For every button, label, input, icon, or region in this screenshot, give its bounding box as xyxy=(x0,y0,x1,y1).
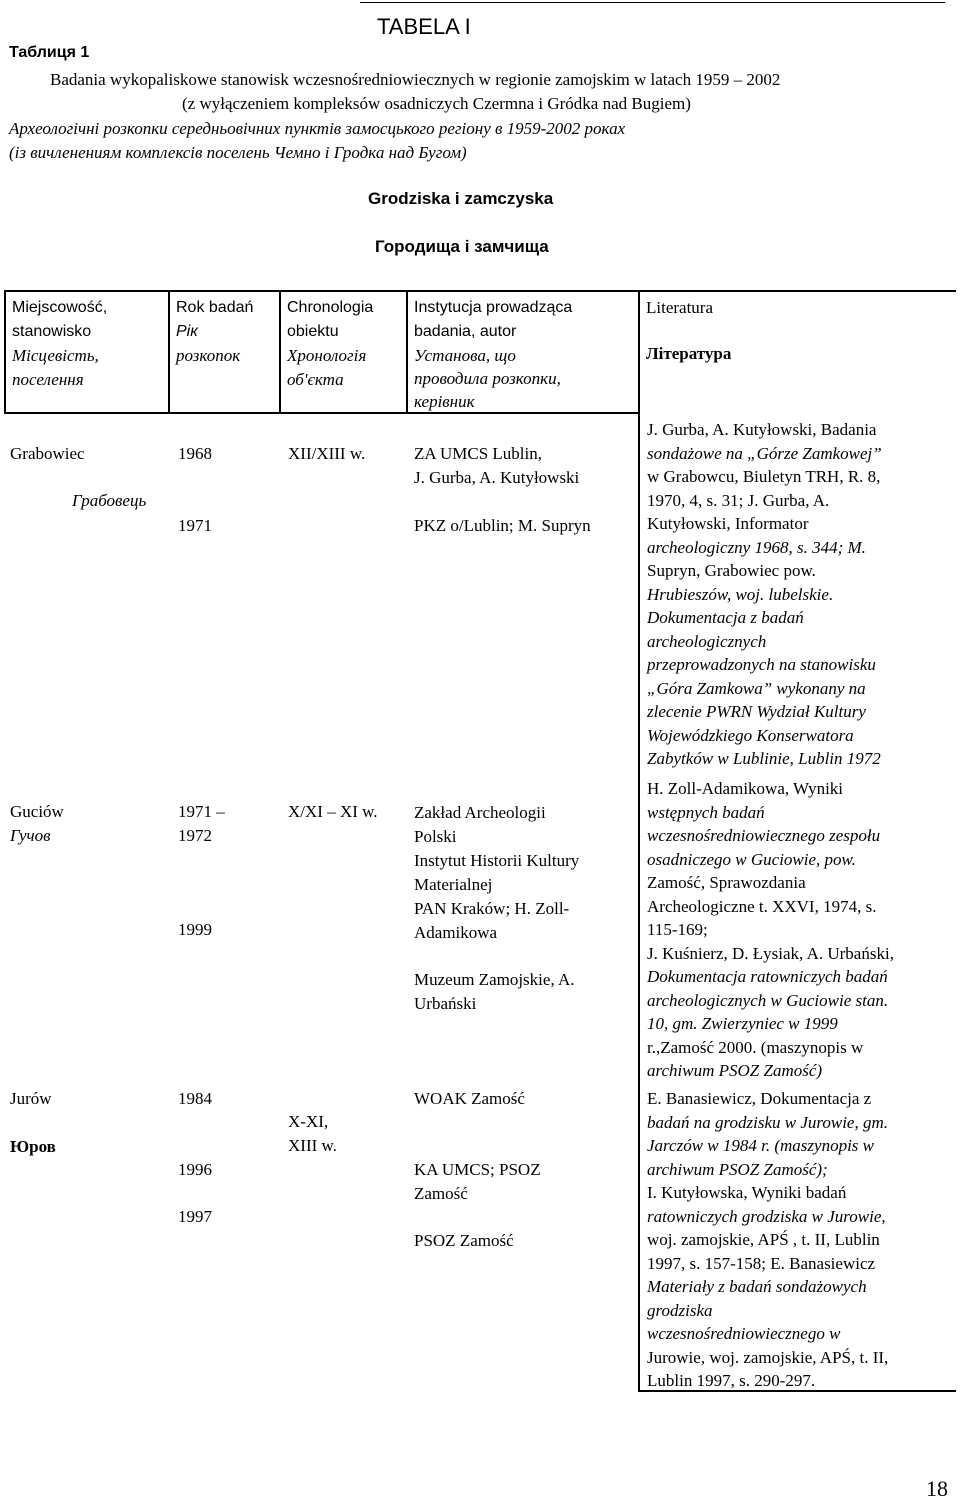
institution-line: Zakład Archeologii xyxy=(414,803,546,822)
year-1996: 1996 xyxy=(178,1160,212,1179)
literature-guciow xyxy=(647,777,894,1083)
header-inst-pl-1: Instytucja prowadząca xyxy=(414,299,573,316)
institution-line: Materialnej xyxy=(414,875,493,894)
literature-line: H. Zoll-Adamikowa, Wyniki xyxy=(647,779,844,798)
chronology-grabowiec: XII/XIII w. xyxy=(288,444,366,463)
year-1997: 1997 xyxy=(178,1207,212,1226)
literature-line: archeologicznych w Guciowie stan. xyxy=(647,990,889,1010)
institution-jurow-1: WOAK Zamość xyxy=(414,1089,525,1108)
column-header-institution xyxy=(408,290,640,414)
literature-line: Dokumentacja z badań xyxy=(647,608,804,627)
literature-line: Hrubieszów, woj. lubelskie. xyxy=(647,584,834,604)
header-chron-pl-2: obiektu xyxy=(287,323,339,340)
top-rule xyxy=(360,2,945,3)
institution-jurow-2: KA UMCS; PSOZ xyxy=(414,1160,541,1179)
year-1971: 1971 xyxy=(178,516,212,535)
description-pl-line-1: Badania wykopaliskowe stanowisk wczesnośredniowiecznych w regionie zamojskim w latach 1959 – 2002 xyxy=(50,70,781,89)
place-ua-grabowiec: Грабовець xyxy=(72,491,147,510)
header-inst-ua-3: керівник xyxy=(414,392,475,411)
chronology-jurow-2: XIII w. xyxy=(288,1136,337,1155)
header-year-pl-1: Rok badań xyxy=(176,299,254,316)
literature-line: archiwum PSOZ Zamość) xyxy=(647,1061,823,1080)
header-lit-pl-1: Literatura xyxy=(646,298,714,317)
literature-line: osadniczego w Guciowie, pow. xyxy=(647,849,856,869)
description-pl-line-2: (z wyłączeniem kompleksów osadniczych Czermna i Gródka nad Bugiem) xyxy=(182,94,691,113)
header-place-ua-1: Місцевість, xyxy=(12,346,99,365)
year-1971-dash: 1971 – xyxy=(178,802,225,821)
institution-line: Adamikowa xyxy=(414,923,498,942)
section-title-ua: Городища і замчища xyxy=(375,237,549,256)
description-ua-line-1: Археологічні розкопки середньовічних пунктів замосцького регіону в 1959-2002 роках xyxy=(9,119,626,138)
literature-line: 10, gm. Zwierzyniec w 1999 xyxy=(647,1014,838,1033)
column-header-chronology xyxy=(281,290,408,414)
page-number: 18 xyxy=(926,1476,948,1501)
literature-line: Zamość, Sprawozdania xyxy=(647,873,806,892)
institution-grabowiec-1: ZA UMCS Lublin, xyxy=(414,444,542,463)
institution-grabowiec-3: PKZ o/Lublin; M. Supryn xyxy=(414,516,591,535)
literature-line: Dokumentacja ratowniczych badań xyxy=(647,967,888,986)
header-chron-ua-1: Хронологія xyxy=(287,346,367,365)
literature-line: Kutyłowski, Informator xyxy=(647,514,809,533)
literature-line: badań na grodzisku w Jurowie, gm. xyxy=(647,1112,888,1132)
place-pl-guciow: Guciów xyxy=(10,802,64,821)
literature-line: Materiały z badań sondażowych xyxy=(647,1277,867,1296)
chronology-guciow: X/XI – XI w. xyxy=(288,802,378,821)
literature-line: archeologicznych xyxy=(647,631,767,651)
section-title-pl: Grodziska i zamczyska xyxy=(368,189,554,208)
year-1984: 1984 xyxy=(178,1089,212,1108)
literature-line: I. Kutyłowska, Wyniki badań xyxy=(647,1183,847,1202)
literature-line: Zabytków w Lublinie, Lublin 1972 xyxy=(647,749,881,768)
institution-line: Instytut Historii Kultury xyxy=(414,851,580,870)
header-inst-ua-1: Установа, що xyxy=(414,346,516,365)
institution-jurow-4: PSOZ Zamość xyxy=(414,1231,514,1250)
literature-column-left-border xyxy=(638,414,640,1392)
literature-line: w Grabowcu, Biuletyn TRH, R. 8, xyxy=(647,467,881,486)
literature-grabowiec xyxy=(647,418,882,771)
literature-line: r.,Zamość 2000. (maszynopis w xyxy=(647,1037,864,1057)
literature-line: Jarczów w 1984 r. (maszynopis w xyxy=(647,1136,874,1155)
literature-line: woj. zamojskie, APŚ , t. II, Lublin xyxy=(647,1230,880,1249)
literature-line: wczesnośredniowiecznego w xyxy=(647,1324,841,1343)
institution-grabowiec-2: J. Gurba, A. Kutyłowski xyxy=(414,468,580,487)
literature-line: 1997, s. 157-158; E. Banasiewicz xyxy=(647,1253,876,1273)
literature-line: Lublin 1997, s. 290-297. xyxy=(647,1371,816,1390)
header-year-ua-2: розкопок xyxy=(176,346,241,365)
literature-line: wstępnych badań xyxy=(647,802,765,822)
literature-line: wczesnośredniowiecznego zespołu xyxy=(647,826,881,845)
column-header-year xyxy=(170,290,281,414)
header-lit-ua-1: Література xyxy=(646,344,732,363)
place-pl-grabowiec: Grabowiec xyxy=(10,444,85,463)
literature-line: Jurowie, woj. zamojskie, APŚ, t. II, xyxy=(647,1347,889,1367)
header-chron-ua-2: об'єкта xyxy=(287,370,344,389)
institution-guciow-block xyxy=(414,801,579,945)
literature-line: E. Banasiewicz, Dokumentacja z xyxy=(647,1089,872,1108)
table-title: TABELA I xyxy=(377,14,471,39)
column-header-place xyxy=(4,290,170,414)
header-place-ua-2: поселення xyxy=(12,370,84,389)
institution-line: Urbański xyxy=(414,994,477,1013)
table-title-ua: Таблиця 1 xyxy=(9,44,90,61)
year-1968: 1968 xyxy=(178,444,212,463)
literature-line: archiwum PSOZ Zamość); xyxy=(647,1159,828,1179)
literature-line: Archeologiczne t. XXVI, 1974, s. xyxy=(647,896,877,916)
literature-line: „Góra Zamkowa” wykonany na xyxy=(647,678,866,698)
institution-line: PAN Kraków; H. Zoll- xyxy=(414,899,570,918)
literature-line: Wojewódzkiego Konserwatora xyxy=(647,725,854,745)
header-inst-ua-2: проводила розкопки, xyxy=(414,369,561,388)
header-year-ua-1: Рік xyxy=(176,323,198,340)
literature-line: Supryn, Grabowiec pow. xyxy=(647,561,816,580)
literature-line: ratowniczych grodziska w Jurowie, xyxy=(647,1206,886,1226)
literature-line: J. Kuśnierz, D. Łysiak, A. Urbański, xyxy=(647,943,894,963)
year-1972: 1972 xyxy=(178,826,212,845)
place-pl-jurow: Jurów xyxy=(10,1089,52,1108)
header-place-pl-2: stanowisko xyxy=(12,323,92,340)
header-inst-pl-2: badania, autor xyxy=(414,323,517,340)
institution-line: Muzeum Zamojskie, A. xyxy=(414,970,575,989)
literature-line: zlecenie PWRN Wydział Kultury xyxy=(647,702,866,721)
header-place-pl-1: Miejscowość, xyxy=(12,299,108,316)
place-ua-guciow: Гучов xyxy=(10,826,51,845)
literature-jurow xyxy=(647,1087,888,1393)
literature-line: przeprowadzonych na stanowisku xyxy=(647,655,876,674)
institution-line: Polski xyxy=(414,827,457,846)
literature-line: J. Gurba, A. Kutyłowski, Badania xyxy=(647,420,877,439)
description-ua-line-2: (із вичленениям комплексів поселень Чемно і Гродка над Бугом) xyxy=(9,143,467,162)
chronology-jurow-1: X-XI, xyxy=(288,1112,329,1131)
institution-guciow-museum xyxy=(414,968,575,1016)
column-header-literature xyxy=(640,290,956,414)
literature-line: sondażowe na „Górze Zamkowej” xyxy=(647,443,882,463)
institution-jurow-3: Zamość xyxy=(414,1184,468,1203)
year-1999: 1999 xyxy=(178,920,212,939)
header-chron-pl-1: Chronologia xyxy=(287,299,374,316)
literature-line: grodziska xyxy=(647,1300,713,1320)
literature-line: 1970, 4, s. 31; J. Gurba, A. xyxy=(647,490,830,510)
literature-line: 115-169; xyxy=(647,920,708,939)
literature-line: archeologiczny 1968, s. 344; M. xyxy=(647,537,866,557)
place-ua-jurow: Юров xyxy=(10,1137,56,1156)
